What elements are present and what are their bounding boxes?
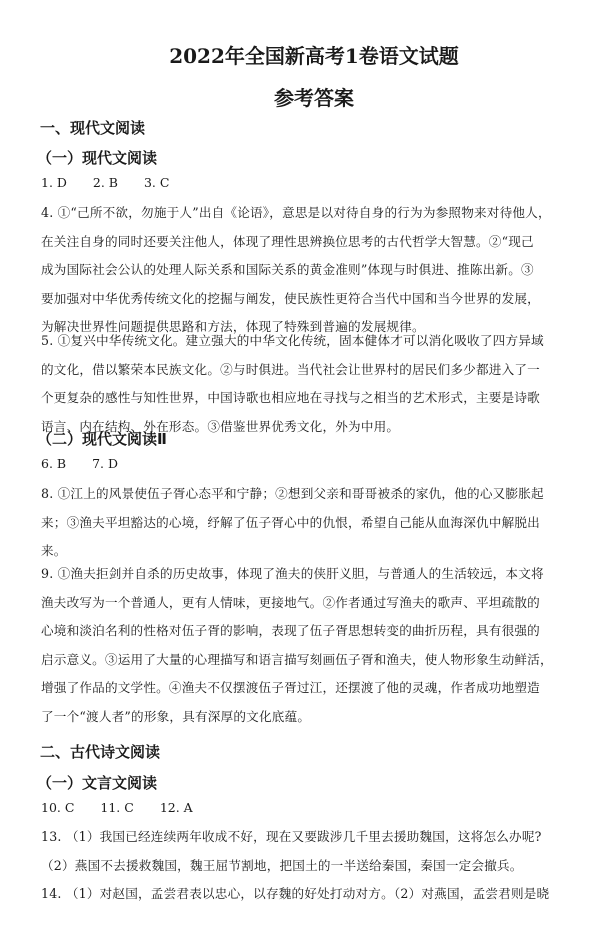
- choice-answers-10-12: [41, 800, 215, 815]
- answer-q1: 1. D: [41, 175, 67, 190]
- answer-line: 5. ①复兴中华传统文化。建立强大的中华文化传统，固本健体才可以消化吸收了四方异域: [41, 333, 544, 348]
- choice-answers-1-3: [41, 175, 191, 190]
- document-subtitle: 参考答案: [274, 86, 354, 110]
- answer-line: 渔夫改写为一个普通人，更有人情味，更接地气。②作者通过写渔夫的歌声、平坦疏散的: [41, 594, 540, 610]
- answer-q4: [41, 199, 561, 342]
- subsection-heading-modern-reading-1: （一）现代文阅读: [37, 149, 158, 167]
- document-title: 2022年全国新高考1卷语文试题: [169, 44, 459, 68]
- answer-q7: 7. D: [92, 456, 118, 471]
- answer-line: 心境和淡泊名利的性格对伍子胥的影响，表现了伍子胥思想转变的曲折历程，具有很强的: [41, 623, 540, 638]
- answer-line: 成为国际社会公认的处理人际关系和国际关系的黄金准则”体现与时俱进、推陈出新。③: [41, 262, 534, 277]
- answer-q11: 11. C: [100, 800, 134, 815]
- answer-line: 来。: [41, 543, 67, 558]
- answer-line: 了一个“渡人者”的形象，具有深厚的文化底蕴。: [41, 708, 311, 724]
- answer-line: 要加强对中华优秀传统文化的挖掘与阐发，使民族性更符合当代中国和当今世界的发展，: [41, 290, 540, 306]
- choice-answers-6-7: [41, 456, 140, 471]
- answer-line: 9. ①渔夫拒剑并自杀的历史故事，体现了渔夫的侠肝义胆，与普通人的生活较远，本文将: [41, 566, 544, 581]
- answer-line: 在关注自身的同时还要关注他人，体现了理性思辨换位思考的古代哲学大智慧。②“现己: [41, 233, 534, 249]
- answer-q14: [41, 880, 561, 909]
- section-heading-modern-reading: 一、现代文阅读: [40, 119, 146, 137]
- answer-q2: 2. B: [92, 175, 118, 190]
- answer-q6: 6. B: [41, 456, 67, 471]
- answer-q8: [41, 480, 561, 566]
- subsection-heading-classical-prose: （一）文言文阅读: [37, 774, 158, 792]
- answer-q5: [41, 327, 561, 441]
- answer-line: 4. ①“己所不欲，勿施于人”出自《论语》，意思是以对待自身的行为为参照物来对待他人，: [41, 205, 551, 220]
- answer-line: 8. ①江上的风景使伍子胥心态平和宁静；②想到父亲和哥哥被杀的家仇，他的心又膨胀起: [41, 486, 544, 501]
- answer-q13: [41, 823, 561, 880]
- answer-q10: 10. C: [41, 800, 75, 815]
- answer-line: 语言、内在结构、外在形态。③借鉴世界优秀文化，外为中用。: [41, 418, 400, 434]
- answer-line: 14. （1）对赵国，孟尝君表以忠心，以存魏的好处打动对方。（2）对燕国，孟尝君则是晓: [41, 886, 550, 901]
- answer-q9: [41, 560, 561, 731]
- answer-line: （2）燕国不去援救魏国，魏王屈节割地，把国土的一半送给秦国，秦国一定会撤兵。: [41, 857, 523, 873]
- answer-q3: 3. C: [143, 175, 170, 190]
- section-heading-classical-reading: 二、古代诗文阅读: [40, 743, 161, 761]
- subsection-heading-modern-reading-2: （二）现代文阅读Ⅱ: [37, 430, 167, 448]
- answer-q12: 12. A: [159, 800, 193, 815]
- answer-line: 为解决世界性问题提供思路和方法，体现了特殊到普遍的发展规律。: [41, 319, 425, 334]
- answer-line: 来；③渔夫平坦豁达的心境，纾解了伍子胥心中的仇恨，希望自己能从血海深仇中解脱出: [41, 514, 540, 530]
- answer-line: 个更复杂的感性与知性世界，中国诗歌也相应地在寻找与之相当的艺术形式，主要是诗歌: [41, 390, 540, 405]
- answer-line: 启示意义。③运用了大量的心理描写和语言描写刻画伍子胥和渔夫，使人物形象生动鲜活，: [41, 651, 553, 667]
- answer-line: 的文化，借以繁荣本民族文化。②与时俱进。当代社会让世界村的居民们多少都进入了一: [41, 361, 540, 377]
- answer-line: 13. （1）我国已经连续两年收成不好，现在又要跋涉几千里去援助魏国，这将怎么办呢?: [41, 829, 542, 844]
- answer-line: 增强了作品的文学性。④渔夫不仅摆渡伍子胥过江，还摆渡了他的灵魂，作者成功地塑造: [41, 680, 540, 695]
